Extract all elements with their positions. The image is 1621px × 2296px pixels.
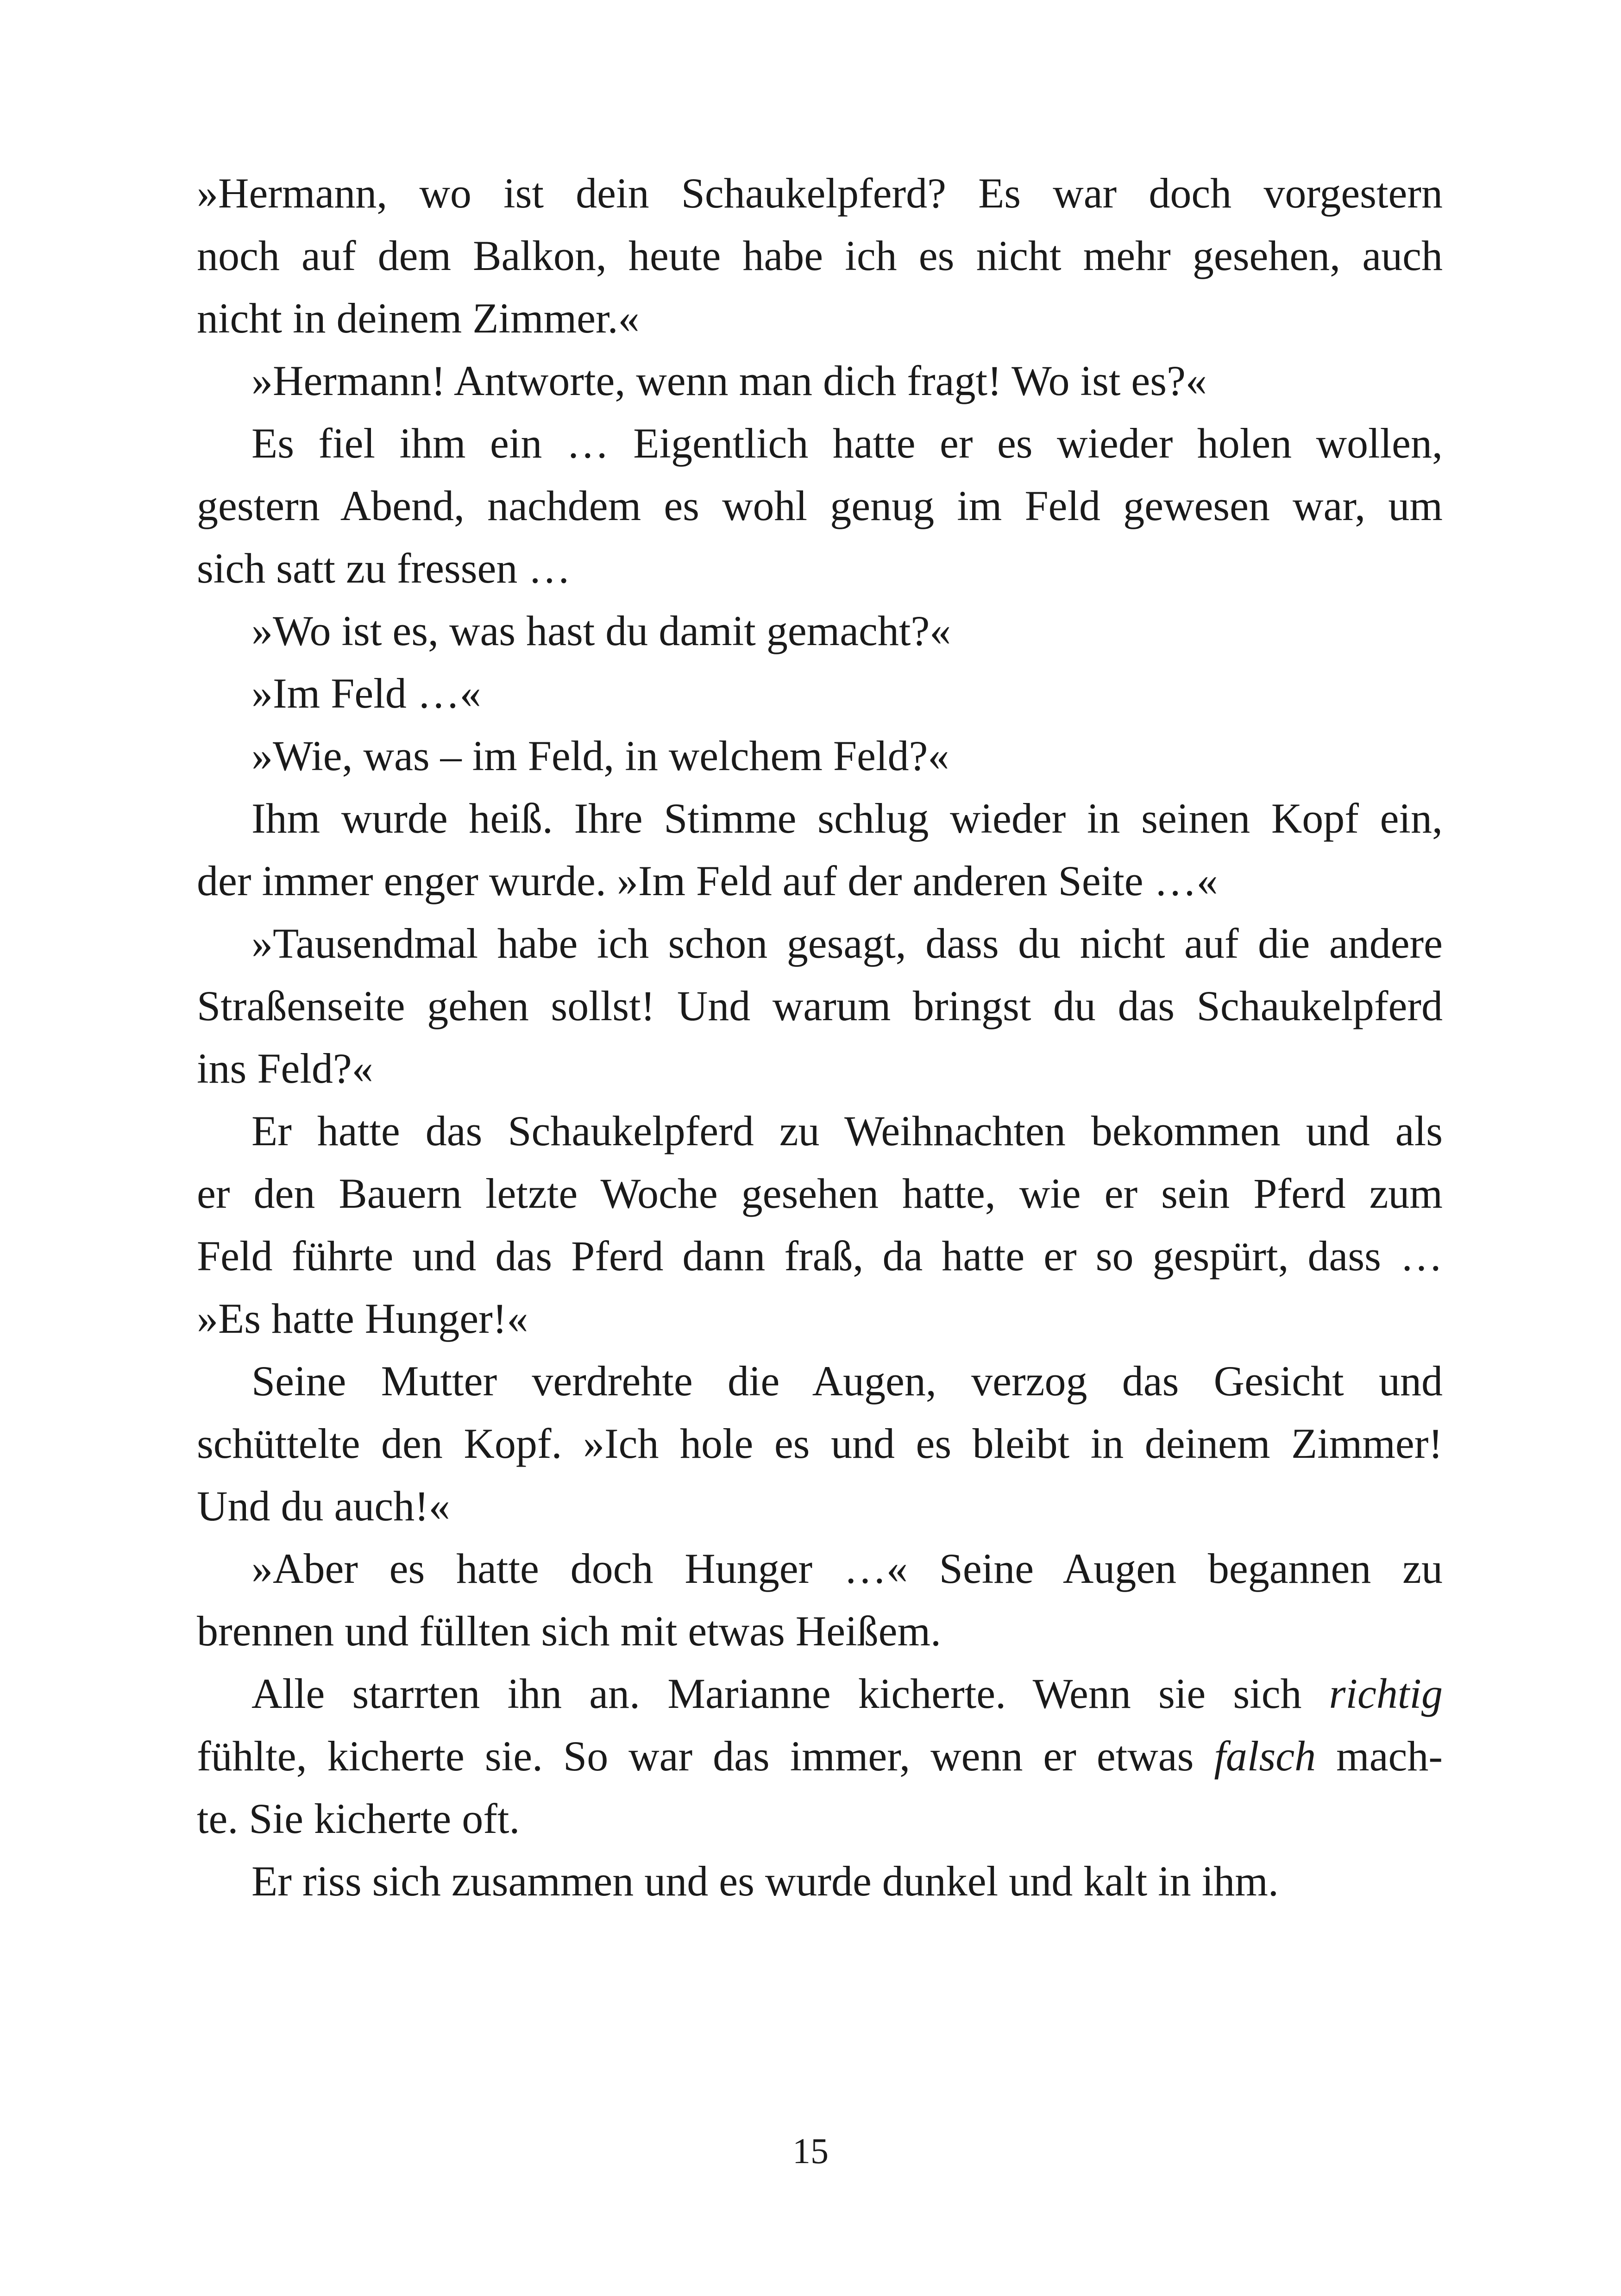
text-line: sich satt zu fressen … xyxy=(197,545,571,592)
text-line: schüttelte den Kopf. »Ich hole es und es bleibt in deinem Zimmer! xyxy=(197,1420,1443,1467)
text-segment: Alle starrten ihn an. Marianne kicherte. Wenn sie sich xyxy=(251,1670,1329,1717)
page-number: 15 xyxy=(792,2131,829,2171)
text-line xyxy=(197,1662,1443,1725)
text-line: »Hermann! Antworte, wenn man dich fragt! Wo ist es?« xyxy=(251,357,1207,404)
text-line: »Wo ist es, was hast du damit gemacht?« xyxy=(251,607,951,654)
text-segment: fühlte, kicherte sie. So war das immer, wenn er etwas xyxy=(197,1732,1214,1780)
text-line: noch auf dem Balkon, heute habe ich es nicht mehr gesehen, auch xyxy=(197,232,1443,279)
text-line: Es fiel ihm ein … Eigentlich hatte er es wieder holen wollen, xyxy=(251,420,1443,467)
text-line: brennen und füllten sich mit etwas Heißem. xyxy=(197,1607,942,1655)
italic-word: richtig xyxy=(1329,1670,1443,1717)
text-line: Feld führte und das Pferd dann fraß, da hatte er so gespürt, dass … xyxy=(197,1232,1443,1280)
text-line: der immer enger wurde. »Im Feld auf der anderen Seite …« xyxy=(197,857,1218,904)
text-line: te. Sie kicherte oft. xyxy=(197,1795,520,1842)
text-segment: mach- xyxy=(1316,1732,1443,1780)
text-line: »Es hatte Hunger!« xyxy=(197,1295,528,1342)
text-line: »Aber es hatte doch Hunger …« Seine Augen begannen zu xyxy=(251,1545,1443,1592)
text-line: »Im Feld …« xyxy=(251,670,481,717)
text-line: Er riss sich zusammen und es wurde dunkel und kalt in ihm. xyxy=(251,1857,1279,1905)
text-line: Straßenseite gehen sollst! Und warum bringst du das Schaukelpferd xyxy=(197,982,1443,1029)
text-line: gestern Abend, nachdem es wohl genug im Feld gewesen war, um xyxy=(197,482,1443,529)
text-line: ins Feld?« xyxy=(197,1045,373,1092)
text-line: Er hatte das Schaukelpferd zu Weihnachten bekommen und als xyxy=(251,1107,1443,1154)
text-line: »Hermann, wo ist dein Schaukelpferd? Es war doch vorgestern xyxy=(197,169,1443,217)
text-line: »Wie, was – im Feld, in welchem Feld?« xyxy=(251,732,949,779)
text-line: er den Bauern letzte Woche gesehen hatte, wie er sein Pferd zum xyxy=(197,1170,1443,1217)
text-line: nicht in deinem Zimmer.« xyxy=(197,295,640,342)
text-line xyxy=(197,1725,1443,1788)
text-line: Ihm wurde heiß. Ihre Stimme schlug wieder in seinen Kopf ein, xyxy=(251,795,1443,842)
text-line: Seine Mutter verdrehte die Augen, verzog das Gesicht und xyxy=(251,1357,1443,1405)
body-text xyxy=(197,162,1443,1913)
text-line: »Tausendmal habe ich schon gesagt, dass du nicht auf die andere xyxy=(251,920,1443,967)
text-line: Und du auch!« xyxy=(197,1482,450,1530)
italic-word: falsch xyxy=(1214,1732,1316,1780)
